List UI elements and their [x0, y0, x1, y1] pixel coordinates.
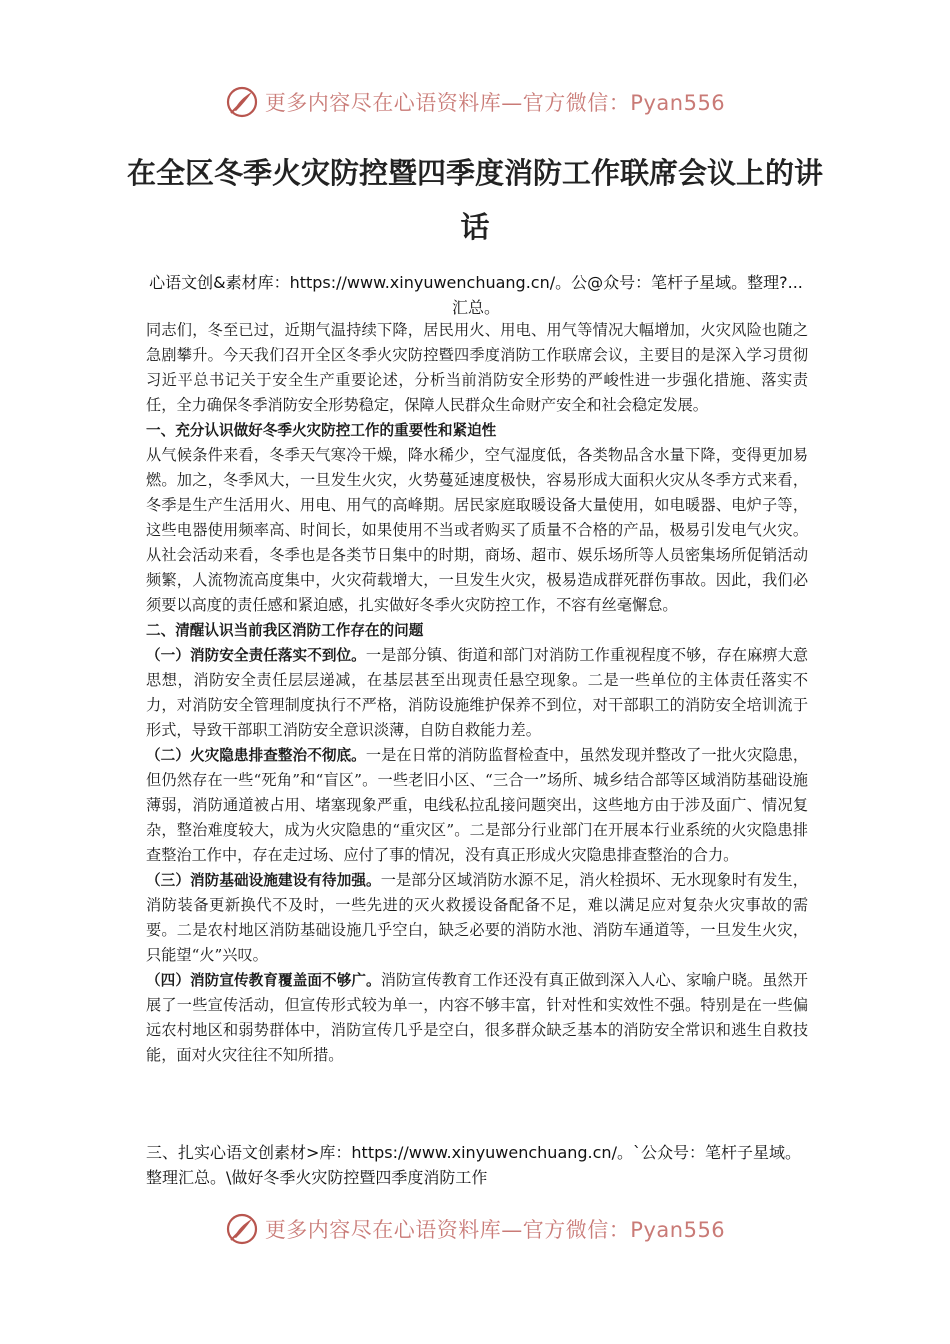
- item-body: 消防宣传教育工作还没有真正做到深入人心、家喻户晓。虽然开展了一些宣传活动，但宣传形式较为单一，内容不够丰富，针对性和实效性不强。特别是在一些偏远农村地区和弱势群体中，消防宣传几乎是空白，很多群众缺乏基本的消防安全常识和逃生自救技能，面对火灾往往不知所措。: [146, 971, 808, 1064]
- footer-banner: [0, 1209, 950, 1249]
- item-body: 一是部分区域消防水源不足，消火栓损坏、无水现象时有发生，消防装备更新换代不及时，一些先进的灭火救援设备配备不足，难以满足应对复杂火灾事故的需要。二是农村地区消防基础设施几乎空白，缺乏必要的消防水池、消防车通道等，一旦发生火灾，只能望“火”兴叹。: [146, 871, 808, 964]
- item-lead: （三）消防基础设施建设有待加强。: [146, 872, 381, 889]
- source-line: 心语文创&素材库：https://www.xinyuwenchuang.cn/。公@众号：笔杆子星域。整理?...汇总。: [149, 273, 803, 317]
- banner-text: 更多内容尽在心语资料库—官方微信：Pyan556: [264, 91, 726, 115]
- header-banner: [0, 82, 950, 122]
- section-3-line: 三、扎实心语文创素材>库：https://www.xinyuwenchuang.cn/。`公众号：笔杆子星域。整理汇总。\做好冬季火灾防控暨四季度消防工作: [146, 1143, 801, 1187]
- item-lead: （二）火灾隐患排查整治不彻底。: [146, 747, 366, 764]
- item-body: 一是在日常的消防监督检查中，虽然发现并整改了一批火灾隐患，但仍然存在一些“死角”和“盲区”。一些老旧小区、“三合一”场所、城乡结合部等区域消防基础设施薄弱，消防通道被占用、堵塞现象严重，电线私拉乱接问题突出，这些地方由于涉及面广、情况复杂，整治难度较大，成为火灾隐患的“重灾区”。二是部分行业部门在开展本行业系统的火灾隐患排查整治工作中，存在走过场、应付了事的情况，没有真正形成火灾隐患排查整治的合力。: [146, 746, 809, 864]
- item-lead: （四）消防宣传教育覆盖面不够广。: [146, 972, 381, 989]
- quill-logo-icon: [225, 85, 259, 119]
- section-2-item: [146, 968, 808, 1068]
- item-body: 一是部分镇、街道和部门对消防工作重视程度不够，存在麻痹大意思想，消防安全责任层层递减，在基层甚至出现责任悬空现象。二是一些单位的主体责任落实不力，对消防安全管理制度执行不严格，消防设施维护保养不到位，对干部职工的消防安全培训流于形式，导致干部职工消防安全意识淡薄，自防自救能力差。: [146, 646, 809, 739]
- document-title: 在全区冬季火灾防控暨四季度消防工作联席会议上的讲话: [126, 156, 823, 244]
- section-2-item: [146, 868, 808, 968]
- document-body: [146, 318, 808, 1068]
- section-1-heading: 一、充分认识做好冬季火灾防控工作的重要性和紧迫性: [146, 422, 497, 439]
- section-2-heading: 二、清醒认识当前我区消防工作存在的问题: [146, 622, 424, 639]
- section-1-paragraph: 从气候条件来看，冬季天气寒冷干燥，降水稀少，空气湿度低，各类物品含水量下降，变得更加易燃。加之，冬季风大，一旦发生火灾，火势蔓延速度极快，容易形成大面积火灾从冬季方式来看，冬季是生产生活用火、用电、用气的高峰期。居民家庭取暖设备大量使用，如电暖器、电炉子等，这些电器使用频率高、时间长，如果使用不当或者购买了质量不合格的产品，极易引发电气火灾。从社会活动来看，冬季也是各类节日集中的时期，商场、超市、娱乐场所等人员密集场所促销活动频繁，人流物流高度集中，火灾荷载增大，一旦发生火灾，极易造成群死群伤事故。因此，我们必须要以高度的责任感和紧迫感，扎实做好冬季火灾防控工作，不容有丝毫懈怠。: [146, 446, 808, 614]
- banner-text: 更多内容尽在心语资料库—官方微信：Pyan556: [264, 1218, 726, 1242]
- item-lead: （一）消防安全责任落实不到位。: [146, 647, 366, 664]
- intro-paragraph: 同志们，冬至已过，近期气温持续下降，居民用火、用电、用气等情况大幅增加，火灾风险也随之急剧攀升。今天我们召开全区冬季火灾防控暨四季度消防工作联席会议，主要目的是深入学习贯彻习近平总书记关于安全生产重要论述，分析当前消防安全形势的严峻性进一步强化措施、落实责任，全力确保冬季消防安全形势稳定，保障人民群众生命财产安全和社会稳定发展。: [146, 321, 808, 414]
- section-2-item: [146, 743, 808, 868]
- quill-logo-icon: [225, 1212, 259, 1246]
- section-2-item: [146, 643, 808, 743]
